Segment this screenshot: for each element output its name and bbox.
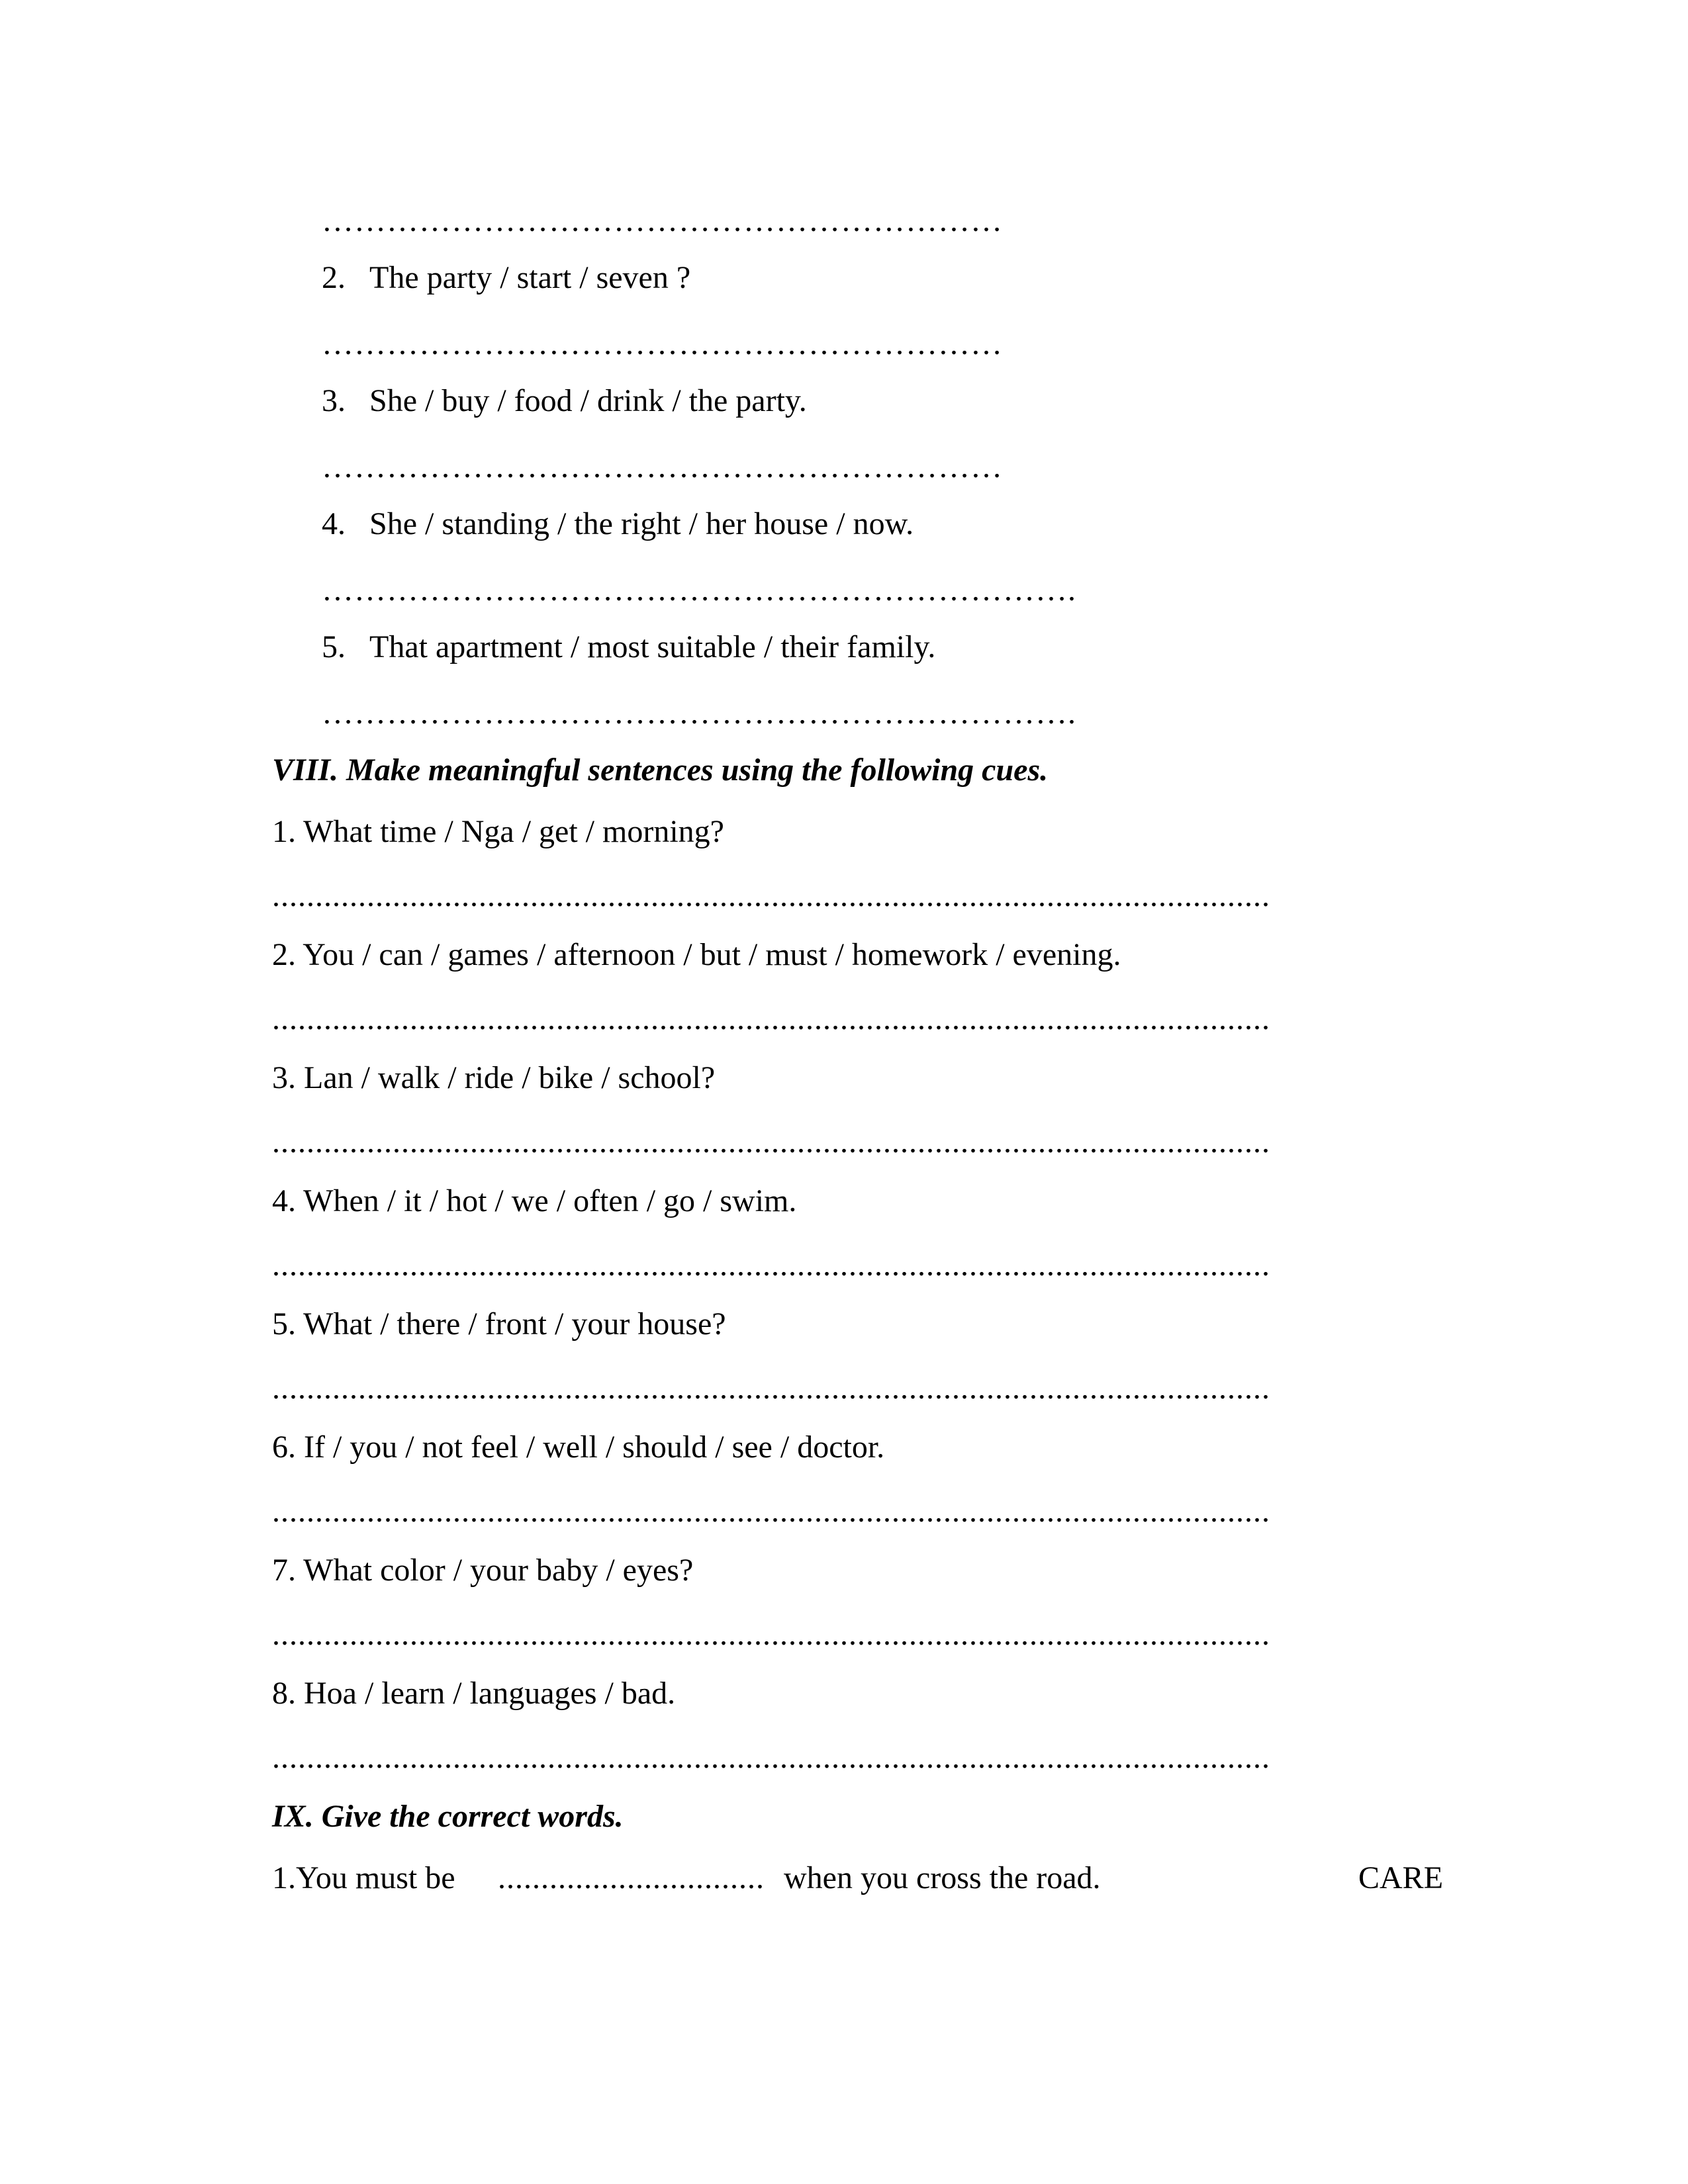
exercise-item-3-number: 3. (322, 383, 346, 418)
word-form-item-1-blank: ............................... (498, 1860, 765, 1895)
exercise-item-5: That apartment / most suitable / their family. (369, 629, 936, 664)
cue-answer-line-6: .................................................................................................................... (272, 1494, 1270, 1529)
cue-sentence-4: 4. When / it / hot / we / often / go / swim. (272, 1183, 797, 1218)
cue-answer-line-4: .................................................................................................................... (272, 1248, 1270, 1283)
answer-line-3: ……………………………………………………… (322, 449, 1003, 484)
section-8-heading: VIII. Make meaningful sentences using the following cues. (272, 752, 1049, 788)
word-form-item-1-root-word: CARE (1358, 1860, 1444, 1895)
exercise-item-4-number: 4. (322, 506, 346, 541)
answer-line-2: ……………………………………………………… (322, 326, 1003, 361)
cue-sentence-5: 5. What / there / front / your house? (272, 1306, 726, 1342)
cue-sentence-2: 2. You / can / games / afternoon / but / must / homework / evening. (272, 937, 1121, 972)
exercise-item-2: The party / start / seven ? (369, 260, 691, 295)
answer-line-4: ……………………………………………………………. (322, 572, 1076, 608)
exercise-item-5-number: 5. (322, 629, 346, 664)
cue-sentence-6: 6. If / you / not feel / well / should / see / doctor. (272, 1430, 885, 1465)
word-form-item-1-before: 1.You must be (272, 1860, 455, 1895)
cue-sentence-7: 7. What color / your baby / eyes? (272, 1553, 694, 1588)
cue-answer-line-1: .................................................................................................................... (272, 878, 1270, 913)
word-form-item-1-after: when you cross the road. (784, 1860, 1101, 1895)
section-9-heading: IX. Give the correct words. (272, 1799, 624, 1834)
cue-answer-line-8: .................................................................................................................... (272, 1740, 1270, 1775)
cue-sentence-8: 8. Hoa / learn / languages / bad. (272, 1676, 676, 1711)
exercise-item-2-number: 2. (322, 260, 346, 295)
exercise-item-3: She / buy / food / drink / the party. (369, 383, 807, 418)
cue-answer-line-7: .................................................................................................................... (272, 1617, 1270, 1652)
cue-answer-line-3: .................................................................................................................... (272, 1124, 1270, 1160)
answer-line-1: ……………………………………………………… (322, 203, 1003, 238)
cue-sentence-1: 1. What time / Nga / get / morning? (272, 814, 724, 849)
cue-answer-line-2: .................................................................................................................... (272, 1001, 1270, 1036)
cue-answer-line-5: .................................................................................................................... (272, 1371, 1270, 1406)
answer-line-5: ……………………………………………………………. (322, 696, 1076, 731)
exercise-item-4: She / standing / the right / her house / now. (369, 506, 914, 541)
cue-sentence-3: 3. Lan / walk / ride / bike / school? (272, 1060, 716, 1095)
